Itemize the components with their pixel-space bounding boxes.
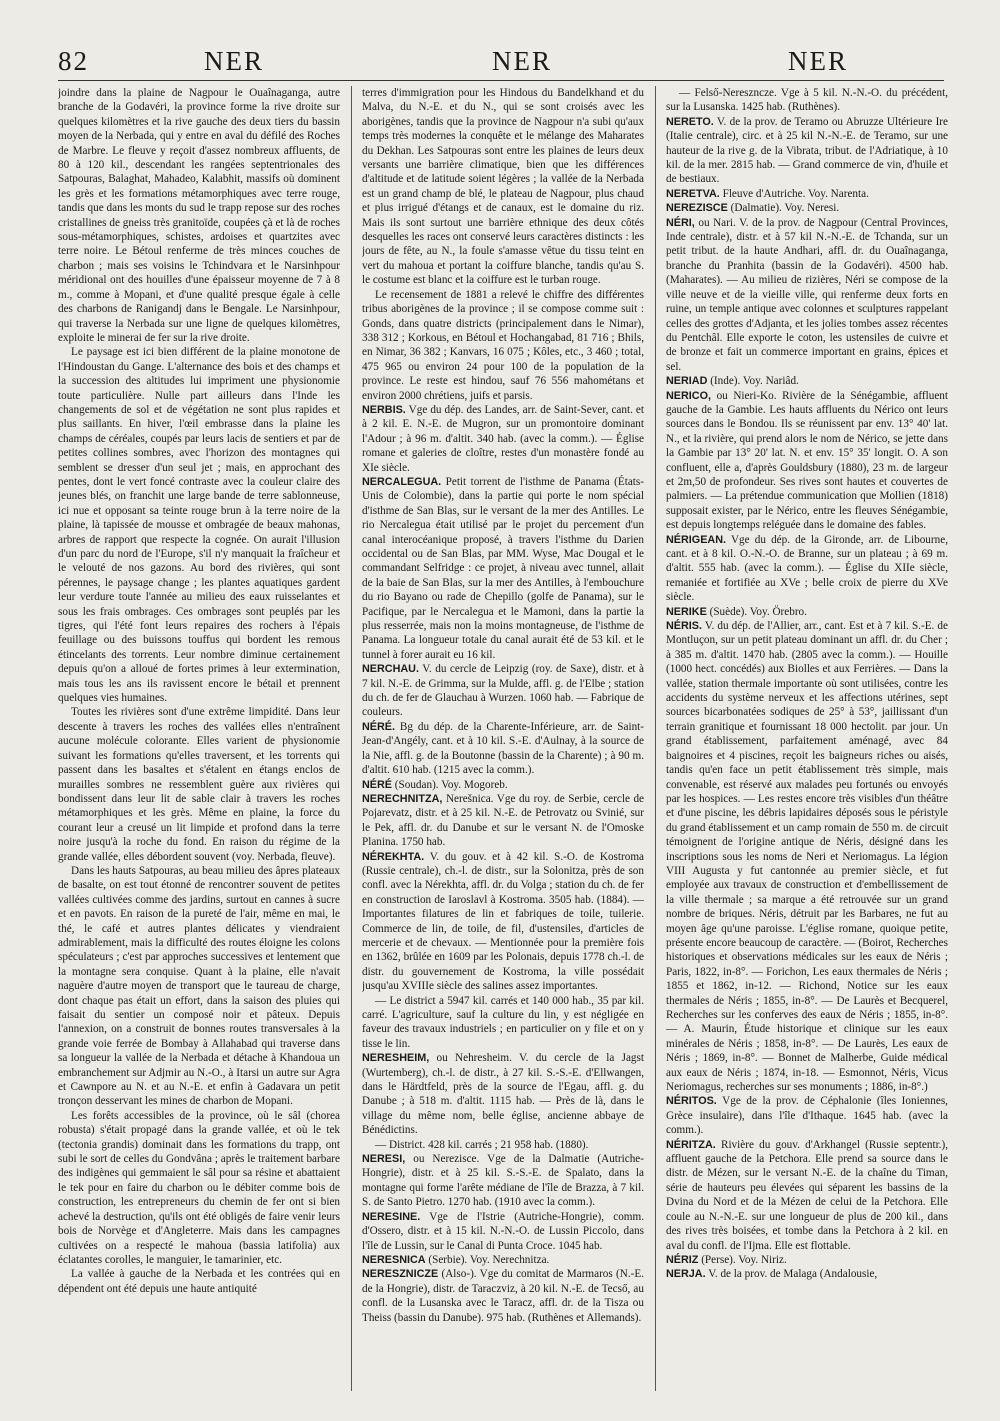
column-right bbox=[666, 86, 948, 1397]
entry-headword: NERICO, bbox=[666, 389, 711, 402]
running-headword-left: NER bbox=[204, 46, 264, 76]
entry-headword: NERBIS. bbox=[362, 403, 406, 416]
entry-headword: NERETVA. bbox=[666, 187, 720, 200]
entry-headword: NERECHNITZA, bbox=[362, 792, 443, 805]
entry-text: (Serbie). Voy. Nerechnitza. bbox=[428, 1253, 550, 1266]
entry-neris bbox=[666, 619, 948, 1094]
entry-neresheim bbox=[362, 1051, 644, 1137]
paragraph: joindre dans la plaine de Nagpour le Ouaînaganga, autre branche de la Godavéri, la province forme la rive droite sur quelques kilomètres et la rive gauche des deux tiers du bassin moyen de la Nerbada, qui y entre en aval du défilé des Roches de Marbre. Le fleuve y reçoit d'assez nombreux affluents, de 80 à 120 kil., descendant les rangées septentrionales des Satpouras, Balaghat, Mahadeo, Kalabhit, massifs où dominent les grès et les formations métamorphiques avec terre rouge, tandis que dans les monts du sud le trapp repose sur des roches cristallines de gneiss très granitoïde, coupées çà et là de roches sous-métamorphiques, schistes, ardoises et quartzites avec terre noire. Le Bétoul renferme de très minces couches de charbon ; mais ses voisins le Tchindvara et le Narsinhpour méridional ont des houilles d'une épaisseur moyenne de 7 à 8 m., comme à Mopani, et d'une qualité presque égale à celle des charbons de Ranigandj dans le Bengale. Le Narsinhpour, qui traverse la Nerbada sur une ligne de quelques kilomètres, exploite le minerai de fer sur la rive droite. bbox=[58, 87, 340, 344]
paragraph: Les forêts accessibles de la province, où le sâl (chorea robusta) s'était propagé dans la grande vallée, et où le tek (tectonia grandis) dominait dans les formations du trapp, ont subi le sort de celles du Gondvâna ; après le traitement barbare des indigènes qui gemmaient le sâl pour sa résine et abattaient le tek pour en faire du charbon ou le débiter comme bois de construction, les entrepreneurs du chemin de fer ont si bien achevé la destruction, qu'ils ont été obligés de faire venir leurs bois de Norvège et d'Angleterre. Mais dans les campagnes cultivées on a respecté le mahoua (bassia latifolia) aux éclatantes corolles, le manguier, le tamarinier, etc. bbox=[58, 1109, 340, 1266]
entry-headword: NÉRÉ. bbox=[362, 720, 395, 733]
entry-headword: NÉRIS. bbox=[666, 620, 702, 633]
header-rule bbox=[58, 80, 944, 81]
column-left bbox=[58, 86, 340, 1397]
entry-nerekhta bbox=[362, 850, 644, 994]
entry-nere bbox=[362, 720, 644, 778]
entry-headword: NÉRÉ bbox=[362, 778, 392, 791]
entry-neritos bbox=[666, 1094, 948, 1137]
entry-nerchau bbox=[362, 662, 644, 720]
column-middle bbox=[362, 86, 644, 1397]
entry-text: ou Nerezisce. Vge de la Dalmatie (Autriche-Hongrie), distr. et à 25 kil. S.-S.-E. de Spalato, dans la montagne qui forme l'arête médiane de l'île de Brazza, à 7 kil. S. de Santo Pietro. 1270 hab. (1910 avec la comm.). bbox=[362, 1153, 644, 1209]
entry-headword: NERIKE bbox=[666, 605, 707, 618]
entry-neretva bbox=[666, 187, 948, 201]
entry-neresine bbox=[362, 1210, 644, 1253]
entry-text: Vge du dép. de la Gironde, arr. de Libourne, cant. et à 8 kil. O.-N.-O. de Branne, sur un plateau ; à 69 m. d'altit. 555 hab. (avec la comm.). — Église du XIIe siècle, remaniée et fortifiée au XVe ; belle croix de pierre du XVe siècle. bbox=[666, 533, 948, 604]
entry-text: ou Nehresheim. V. du cercle de la Jagst (Wurtemberg), ch.-l. de distr., à 27 kil. S.-S.-E. d'Ellwangen, dans le Härdtfeld, près de la source de l'Egau, affl. g. du Danube ; à 518 m. d'altit. 1115 hab. — Près de là, dans le village du même nom, belle église, ancienne abbaye de Bénédictins. bbox=[362, 1052, 644, 1137]
entry-headword: NERESNICA bbox=[362, 1253, 426, 1266]
entry-nere-soudan bbox=[362, 778, 644, 792]
entry-headword: NERESZNICZE bbox=[362, 1268, 439, 1281]
column-separator bbox=[655, 86, 656, 1391]
entry-nereto bbox=[666, 115, 948, 187]
entry-headword: NÉRIGEAN. bbox=[666, 533, 726, 546]
entry-text: Rivière du gouv. d'Arkhangel (Russie septentr.), affluent gauche de la Petchora. Elle prend sa source dans le distr. de Mézen, sur le versant N.-E. de la chaîne du Timan, série de hauteurs peu élevées qui séparent les bassins de la Dvina du Nord et de la Mézen de celui de la Petchora. Elle coule au N.-N.-E. sur une longueur de plus de 200 kil., dans des rives très boisées, et tombe dans la Petchora à 2 kil. en aval du confl. de l'Ijma. Elle est flottable. bbox=[666, 1138, 948, 1252]
entry-nerico bbox=[666, 389, 948, 533]
entry-headword: NERCHAU. bbox=[362, 663, 419, 676]
entry-headword: NERESI, bbox=[362, 1153, 406, 1166]
entry-headword: NERIAD bbox=[666, 375, 708, 388]
paragraph: — Felső-Nereszncze. Vge à 5 kil. N.-N.-O. du précédent, sur la Lusanska. 1425 hab. (Ruthènes). bbox=[666, 87, 948, 114]
entry-text: V. du gouv. et à 42 kil. S.-O. de Kostroma (Russie centrale), ch.-l. de distr., sur la Solonitza, près de son confl. avec la Nérekhta, affl. dr. du Volga ; station du ch. de fer en construction de Iaroslavl à Kostroma. 3505 hab. (1884). — Importantes filatures de lin et fabriques de toile, tuilerie. Commerce de lin, de toile, de fil, d'ustensiles, d'articles de mercerie et de chevaux. — Mentionnée pour la première fois en 1362, brûlée en 1609 par les Polonais, depuis 1778 ch.-l. de distr. du gouvernement de Kostroma, la ville possédait jusqu'au XVIIIe siècle des salines assez importantes. bbox=[362, 850, 644, 993]
page-number: 82 bbox=[58, 46, 89, 76]
entry-headword: NÉRIZ bbox=[666, 1253, 699, 1266]
entry-neriad bbox=[666, 374, 948, 388]
entry-headword: NÉREKHTA. bbox=[362, 850, 425, 863]
entry-nerechnitza bbox=[362, 792, 644, 850]
entry-neriz bbox=[666, 1253, 948, 1267]
entry-text: (Also-). Vge du comitat de Marmaros (N.-E. de la Hongrie), distr. de Taraczviz, à 20 kil. N.-E. de Tecső, au confl. de la Lusanska avec le Taracz, affl. dr. de la Tisza ou Theiss (bassin du Danube). 975 hab. (Ruthènes et Allemands). bbox=[362, 1268, 644, 1324]
paragraph: — District. 428 kil. carrés ; 21 958 hab. (1880). bbox=[375, 1138, 589, 1151]
entry-text: ou Nieri-Ko. Rivière de la Sénégambie, affluent gauche de la Gambie. Les hauts affluents du Nérico ont leurs sources dans le Bondou. Ils se réunissent par env. 13° 40' lat. N., et la rivière, qui prend alors le nom de Nérico, se jette dans la Gambie par 13° 20' lat. N. et env. 15° 35' longit. O. A son confluent, elle a, d'après Gouldsbury (1880), 23 m. de largeur et 2m,50 de profondeur. Ses rives sont hautes et couvertes de palmiers. — La prétendue communication que Mollien (1818) supposait exister, par le Nérico, entre les fleuves Sénégambie, est depuis longtemps reléguée dans le domaine des fables. bbox=[666, 389, 948, 532]
entry-nerja bbox=[666, 1267, 948, 1281]
entry-nerigean bbox=[666, 533, 948, 605]
paragraph: Toutes les rivières sont d'une extrême limpidité. Dans leur descente à travers les roches des vallées elles n'entraînent aucune molécule colorante. Elles varient de physionomie suivant les formations qu'elles traversent, et les torrents qui passent dans les basaltes et s'étalent en étangs enclos de murailles sombres ne ressemblent guère aux rivières qui bondissent dans leur lit de sable clair à travers les roches métamorphiques et les grès. Même en plaine, la force du courant leur a creusé un lit limpide et profond dans la terre noire jusqu'à la roche du fond. En raison du régime de la grande vallée, elles débordent souvent (voy. Nerbada, fleuve). bbox=[58, 706, 340, 863]
running-headword-middle: NER bbox=[492, 46, 552, 76]
entry-text: (Suède). Voy. Örebro. bbox=[709, 605, 807, 618]
entry-text: Fleuve d'Autriche. Voy. Narenta. bbox=[722, 187, 869, 200]
entry-headword: NERCALEGUA. bbox=[362, 475, 442, 488]
entry-text: V. de la prov. de Teramo ou Abruzze Ultérieure Ire (Italie centrale), circ. et à 25 kil N.-N.-E. de Teramo, sur une hauteur de la rive g. de la Vibrata, tribut. de l'Adriatique, à 10 kil. de la mer. 2815 hab. — Grand commerce de vin, d'huile et de bestiaux. bbox=[666, 115, 948, 186]
paragraph: Dans les hauts Satpouras, au beau milieu des âpres plateaux de basalte, on est tout étonné de rencontrer souvent de petites vallées cultivées comme des jardins, surtout en cannes à sucre et en pavots. En raison de la pureté de l'air, même en mai, le thé, le café et autres plantes délicates y viendraient admirablement, mais la difficulté des routes éloigne les colons spéculateurs ; c'est par approches successives et lentement que la montagne sera conquise. Quant à la plaine, elle n'avait naguère d'autre moyen de transport que le taureau de charge, dont chaque pas était un effort, dans la saison des pluies qui faisait du sentier un composé noir et pâteux. Depuis l'annexion, on a construit de bonnes routes transversales à la grande voie ferrée de Bombay à Allahabad qui traverse dans sa longueur la vallée de la Nerbada et détache à Khandoua un embranchement sur Adjmir au N.-O., à Itarsi un autre sur Agra et Cawnpore au N. et au N.-E. et enfin à Gadavara un petit tronçon desservant les mines de charbon de Mopani. bbox=[58, 864, 340, 1108]
paragraph: La vallée à gauche de la Nerbada et les contrées qui en dépendent ont été depuis une haute antiquité bbox=[58, 1268, 340, 1295]
column-separator bbox=[351, 86, 352, 1391]
entry-nerbis bbox=[362, 403, 644, 475]
entry-neri bbox=[666, 216, 948, 374]
entry-text: V. du dép. de l'Allier, arr., cant. Est et à 7 kil. S.-E. de Montluçon, sur un petit plateau dominant un affl. dr. du Cher ; à 385 m. d'altit. 1470 hab. (2805 avec la comm.). — Houille (1000 hect. concédés) aux Biolles et aux Ferrières. — Dans la vallée, station thermale importante où sont utilisées, contre les accidents du système nerveux et les affections utérines, sept sources bicarbonatées sodiques de 25° à 53°, jaillissant d'un terrain granitique et fournissant 18 000 hectolit. par jour. Un grand établissement, parfaitement aménagé, avec 84 baignoires et 4 piscines, reçoit les baigneurs riches ou aisés, tandis qu'en face un petit établissement très simple, mais convenable, est réservé aux malades peu fortunés ou envoyés par les hospices. — Les restes encore très visibles d'un théâtre et d'une piscine, les débris lapidaires déposés sous le péristyle du grand établissement et un camp romain de 550 m. de circuit témoignent de l'origine antique de Néris, désigné dans les inscriptions sous les noms de Neri et Neriomagus. La légion VIII Augusta y fut cantonnée au premier siècle, et fut employée aux travaux de construction et d'embellissement de la ville thermale ; sa marque a été retrouvée sur un grand nombre de briques. Néris, détruit par les Barbares, ne fut au moyen âge qu'une paroisse. L'église romane, quoique petite, présente encore beaucoup de caractère. — (Boirot, Recherches historiques et observations médicales sur les eaux de Néris ; Paris, 1822, in-8°. — Forichon, Les eaux thermales de Néris ; 1855 et 1862, in-12. — Richond, Notice sur les eaux thermales de Néris ; 1855, in-8°. — De Laurès et Becquerel, Recherches sur les conferves des eaux de Néris ; 1855, in-8°. — A. Maurin, Étude historique et clinique sur les eaux minérales de Néris ; 1858, in-8°. — De Laurès, Les eaux de Néris ; 1869, in-8°. — Bonnet de Malherbe, Guide médical aux eaux de Néris ; 1874, in-18. — Esmonnot, Néris, Vicus Neriomagus, recherches sur ses monuments ; 1886, in-8°.) bbox=[666, 620, 948, 1094]
paragraph: Le recensement de 1881 a relevé le chiffre des différentes tribus aborigènes de la province ; il se compose comme suit : Gonds, dans quatre districts (principalement dans le Nimar), 338 312 ; Korkous, en Bétoul et Hochangabad, 81 716 ; Bhils, en Nimar, 36 382 ; Kanvars, 16 075 ; Kôles, etc., 3 460 ; total, 475 965 ou environ 24 pour 100 de la population de la province. Le reste est hindou, sauf 76 556 mahométans et environ 2000 chrétiens, juifs et parsis. bbox=[362, 288, 644, 402]
entry-text: (Inde). Voy. Nariâd. bbox=[710, 375, 799, 388]
paragraph: Le paysage est ici bien différent de la plaine monotone de l'Hindoustan du Gange. L'alternance des bois et des champs et la succession des altitudes lui impriment une physionomie toute particulière. Nulle part ailleurs dans l'Inde les changements de sol et de végétation ne sont plus rapides et plus saillants. En hiver, l'œil embrasse dans la plaine les champs de céréales, coupés par leurs lacis de sentiers et par de petites collines sombres, avec l'horizon des montagnes qui semblent se dresser d'un seul jet ; mais, en approchant des pentes, dont le vert foncé contraste avec la couleur claire des jeunes blés, on franchit une large bande de terre sablonneuse, ici nue et opposant sa teinte rouge brun à la terre noire de la plaine, là tapissée de mousse et ombragée de beaux mahonas, arbres de rapport que respecte la cognée. On aurait l'illusion d'un parc du nord de l'Europe, s'il n'y manquait la fraîcheur et le velouté de nos gazons. Au bord des rivières, qui sont pérennes, le paysage change ; les plantes aquatiques gardent leur verdure toute l'année au milieu des eaux ruisselantes et sous les frais ombrages. Ces ombrages sont peuplés par les tigres, qui l'été font leurs repaires des rochers à l'épais feuillage ou des buissons touffus qui bordent les remous étincelants des torrents. Leur nombre diminue certainement depuis qu'on a alloué de fortes primes à leur extermination, mais tous les ans ils ravissent encore le bétail et prennent quelques vies humaines. bbox=[58, 346, 340, 705]
entry-text: Petit torrent de l'isthme de Panama (États-Unis de Colombie), dans la partie qui porte le nom spécial d'isthme de San Blas, sur le versant de la mer des Antilles. Le rio Nercalegua était utilisé par le projet du percement d'un canal interocéanique proposé, à travers l'isthme du Darien occidental ou de San Blas, par MM. Wyse, Mac Dougal et le commandant Selfridge : ce projet, à niveau avec tunnel, allait de la baie de San Blas, sur la mer des Antilles, à l'embouchure du rio Bayano ou rade de Chepillo (golfe de Panama), sur le Pacifique, par le Nercalegua et le Mamoni, dans la partie la plus resserrée, mais non la moins montagneuse, de l'isthme de Panama. La longueur totale du canal aurait été de 53 kil. et le tunnel à forer aurait eu 16 kil. bbox=[362, 475, 644, 661]
entry-text: Nerešnica. Vge du roy. de Serbie, cercle de Pojarevatz, distr. et à 25 kil. N.-E. de Petrovatz ou Svinié, sur le Pek, affl. dr. du Danube et sur le versant N. de l'Omoske Planina. 1750 hab. bbox=[362, 792, 644, 849]
entry-headword: NERESHEIM, bbox=[362, 1052, 430, 1065]
entry-text: Vge de la prov. de Céphalonie (îles Ioniennes, Grèce insulaire), dans l'île d'Ithaque. 1645 hab. (avec la comm.). bbox=[666, 1095, 948, 1137]
entry-nercalegua bbox=[362, 475, 644, 662]
entry-headword: NÉRITOS. bbox=[666, 1095, 717, 1108]
entry-headword: NÉRI, bbox=[666, 216, 695, 229]
entry-headword: NERETO. bbox=[666, 115, 714, 128]
entry-text: (Soudan). Voy. Mogoreb. bbox=[394, 778, 508, 791]
running-headword-right: NER bbox=[788, 46, 848, 76]
entry-text: Vge de l'Istrie (Autriche-Hongrie), comm. d'Ossero, distr. et à 15 kil. N.-N.-O. de Lussin Piccolo, dans l'île de Lussin, sur le Canal di Punta Croce. 1045 hab. bbox=[362, 1210, 644, 1252]
entry-nerike bbox=[666, 605, 948, 619]
paragraph: — Le district a 5947 kil. carrés et 140 000 hab., 35 par kil. carré. L'agriculture, sauf la culture du lin, y est négligée en faveur des travaux industriels ; en particulier on y file et on y tisse le lin. bbox=[362, 994, 644, 1050]
entry-neresi bbox=[362, 1152, 644, 1210]
entry-neritza bbox=[666, 1138, 948, 1253]
entry-headword: NERJA. bbox=[666, 1268, 706, 1281]
entry-nereszncze bbox=[362, 1267, 644, 1325]
entry-text: ou Nari. V. de la prov. de Nagpour (Central Provinces, Inde centrale), distr. et à 57 kil N.-N.-E. de Tchanda, sur un petit tribut. de la haute Andhari, affl. dr. du Ouaînaganga, branche du Pranhita (bassin de la Godavéri). 4500 hab. (Maharates). — Au milieu de rizières, Néri se compose de la ville neuve et de la vieille ville, qui renferme deux forts en ruine, un temple antique avec colonnes et sculptures rappelant celles des grottes d'Adjanta, et les jolies tombes assez récentes du Pentchâl. Elle exporte le coton, les ustensiles de cuivre et de bronze et fait un commerce important en grains, épices et sel. bbox=[666, 216, 948, 373]
entry-headword: NERESINE. bbox=[362, 1210, 421, 1223]
entry-text: Bg du dép. de la Charente-Inférieure, arr. de Saint-Jean-d'Angély, cant. et à 10 kil. S.-E. d'Aulnay, à la source de la Nie, affl. g. de la Boutonne (bassin de la Charente) ; à 90 m. d'altit. 610 hab. (1215 avec la comm.). bbox=[362, 720, 644, 777]
entry-text: Vge du dép. des Landes, arr. de Saint-Sever, cant. et à 2 kil. E. N.-E. de Mugron, sur un promontoire dominant l'Adour ; à 96 m. d'altit. 340 hab. (avec la comm.). — Église romane et galeries de cloître, restes d'un monastère fondé au XIe siècle. bbox=[362, 403, 644, 474]
entry-neresnica bbox=[362, 1253, 644, 1267]
entry-text: V. de la prov. de Malaga (Andalousie, bbox=[708, 1268, 878, 1281]
entry-text: V. du cercle de Leipzig (roy. de Saxe), distr. et à 7 kil. N.-E. de Grimma, sur la Mulde, affl. g. de l'Elbe ; station du ch. de fer de Glauchau à Wurzen. 1060 hab. — Fabrique de couleurs. bbox=[362, 663, 644, 719]
entry-headword: NEREZISCE bbox=[666, 202, 728, 215]
entry-text: (Dalmatie). Voy. Neresi. bbox=[730, 202, 840, 215]
entry-nerezisce bbox=[666, 201, 948, 215]
paragraph: terres d'immigration pour les Hindous du Bandelkhand et du Malva, du N.-E. et du N., qui se sont croisés avec les aborigènes, tandis que la province de Nagpour n'a subi qu'aux temps très modernes la conquête et le mélange des Maharates du Dekhan. Les Satpouras sont entre les plaines de leurs deux versants une barrière climatique, bien que les différences d'altitude et de latitude soient légères ; la vallée de la Nerbada est un grand champ de blé, le plateau de Nagpour, plus chaud et plus irrigué d'étangs et de canaux, est le domaine du riz. Mais ils sont surtout une barrière ethnique des deux côtés desquelles les races ont conservé leurs caractères distincts : les jours de fête, au N., la foule s'amasse vêtue du tissu teint en vert du mahoua et portant la coiffure blanche, tandis qu'au S. le costume est blanc et la coiffure est le turban rouge. bbox=[362, 87, 644, 287]
entry-headword: NÉRITZA. bbox=[666, 1138, 716, 1151]
entry-text: (Perse). Voy. Niriz. bbox=[701, 1253, 787, 1266]
